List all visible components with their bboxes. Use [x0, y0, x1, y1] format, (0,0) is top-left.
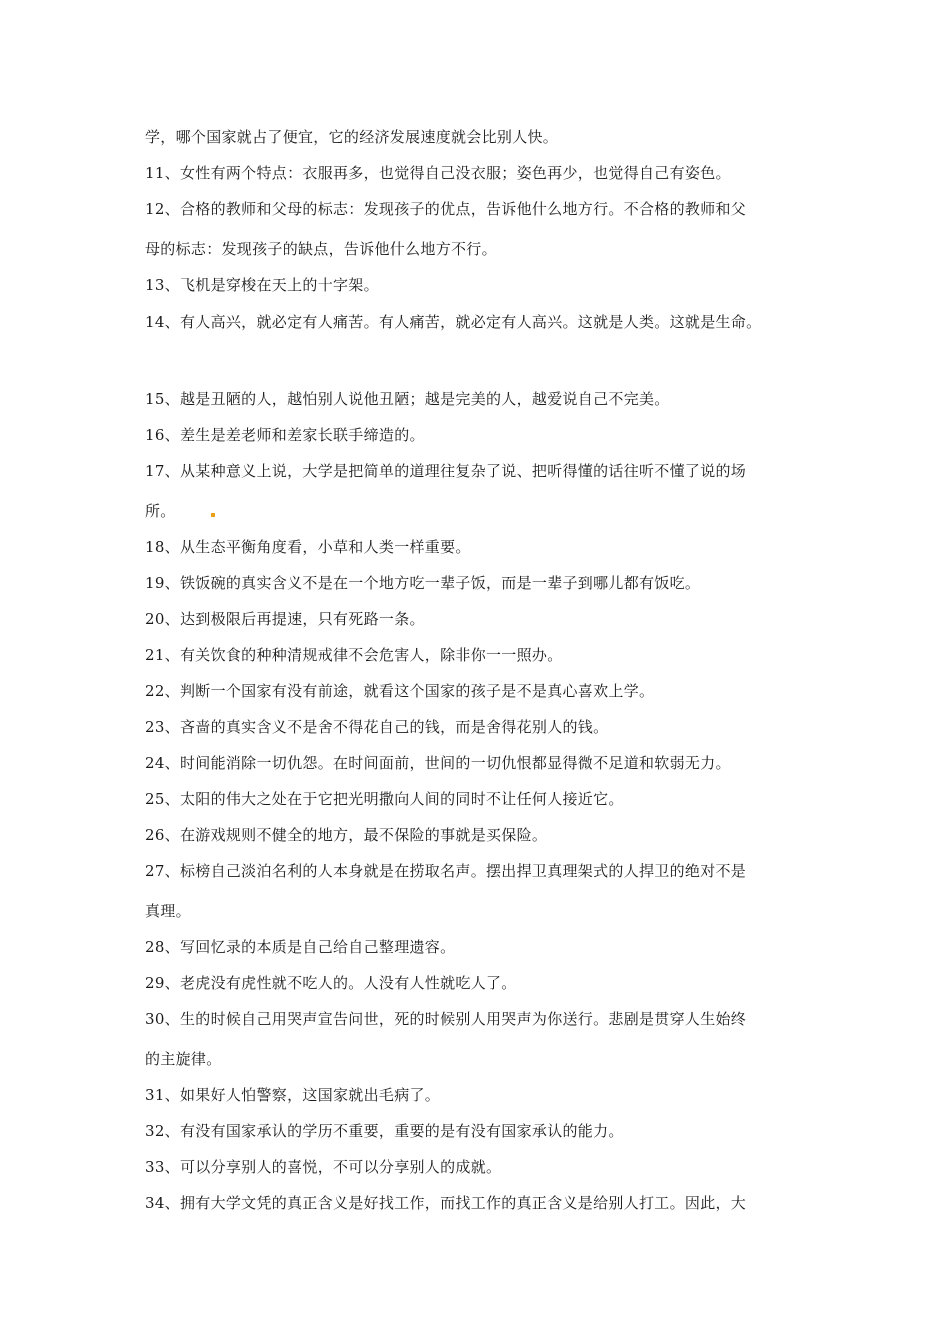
- text-line: 34、拥有大学文凭的真正含义是好找工作，而找工作的真正含义是给别人打工。因此，大: [145, 1194, 747, 1212]
- text-line: 11、女性有两个特点：衣服再多，也觉得自己没衣服；姿色再少，也觉得自己有姿色。: [145, 164, 731, 182]
- text-line: 所。: [145, 502, 176, 520]
- text-line: 30、生的时候自己用哭声宣告问世，死的时候别人用哭声为你送行。悲剧是贯穿人生始终: [145, 1010, 747, 1028]
- text-line: 19、铁饭碗的真实含义不是在一个地方吃一辈子饭，而是一辈子到哪儿都有饭吃。: [145, 574, 701, 592]
- text-line: 33、可以分享别人的喜悦，不可以分享别人的成就。: [145, 1158, 502, 1176]
- text-line: 31、如果好人怕警察，这国家就出毛病了。: [145, 1086, 441, 1104]
- text-line: 25、太阳的伟大之处在于它把光明撒向人间的同时不让任何人接近它。: [145, 790, 624, 808]
- highlight-mark: [211, 513, 215, 517]
- text-line: 18、从生态平衡角度看，小草和人类一样重要。: [145, 538, 471, 556]
- text-line: 17、从某种意义上说，大学是把简单的道理往复杂了说、把听得懂的话往听不懂了说的场: [145, 462, 747, 480]
- text-line: 母的标志：发现孩子的缺点，告诉他什么地方不行。: [145, 240, 497, 258]
- text-line: 23、吝啬的真实含义不是舍不得花自己的钱，而是舍得花别人的钱。: [145, 718, 609, 736]
- text-line: 26、在游戏规则不健全的地方，最不保险的事就是买保险。: [145, 826, 548, 844]
- text-line: 20、达到极限后再提速，只有死路一条。: [145, 610, 425, 628]
- text-line: 29、老虎没有虎性就不吃人的。人没有人性就吃人了。: [145, 974, 517, 992]
- text-line: 24、时间能消除一切仇怨。在时间面前，世间的一切仇恨都显得微不足道和软弱无力。: [145, 754, 731, 772]
- text-line: 14、有人高兴，就必定有人痛苦。有人痛苦，就必定有人高兴。这就是人类。这就是生命。: [145, 313, 762, 331]
- text-line: 学，哪个国家就占了便宜，它的经济发展速度就会比别人快。: [145, 128, 559, 146]
- text-line: 28、写回忆录的本质是自己给自己整理遗容。: [145, 938, 456, 956]
- text-line: 32、有没有国家承认的学历不重要，重要的是有没有国家承认的能力。: [145, 1122, 624, 1140]
- text-line: 真理。: [145, 902, 191, 920]
- text-line: 15、越是丑陋的人，越怕别人说他丑陋；越是完美的人，越爱说自己不完美。: [145, 390, 670, 408]
- text-line: 27、标榜自己淡泊名利的人本身就是在捞取名声。摆出捍卫真理架式的人捍卫的绝对不是: [145, 862, 747, 880]
- text-line: 22、判断一个国家有没有前途，就看这个国家的孩子是不是真心喜欢上学。: [145, 682, 655, 700]
- text-line: 16、差生是差老师和差家长联手缔造的。: [145, 426, 425, 444]
- text-line: 12、合格的教师和父母的标志：发现孩子的优点，告诉他什么地方行。不合格的教师和父: [145, 200, 747, 218]
- text-line: 21、有关饮食的种种清规戒律不会危害人，除非你一一照办。: [145, 646, 563, 664]
- text-line: 的主旋律。: [145, 1050, 222, 1068]
- text-line: 13、飞机是穿梭在天上的十字架。: [145, 276, 379, 294]
